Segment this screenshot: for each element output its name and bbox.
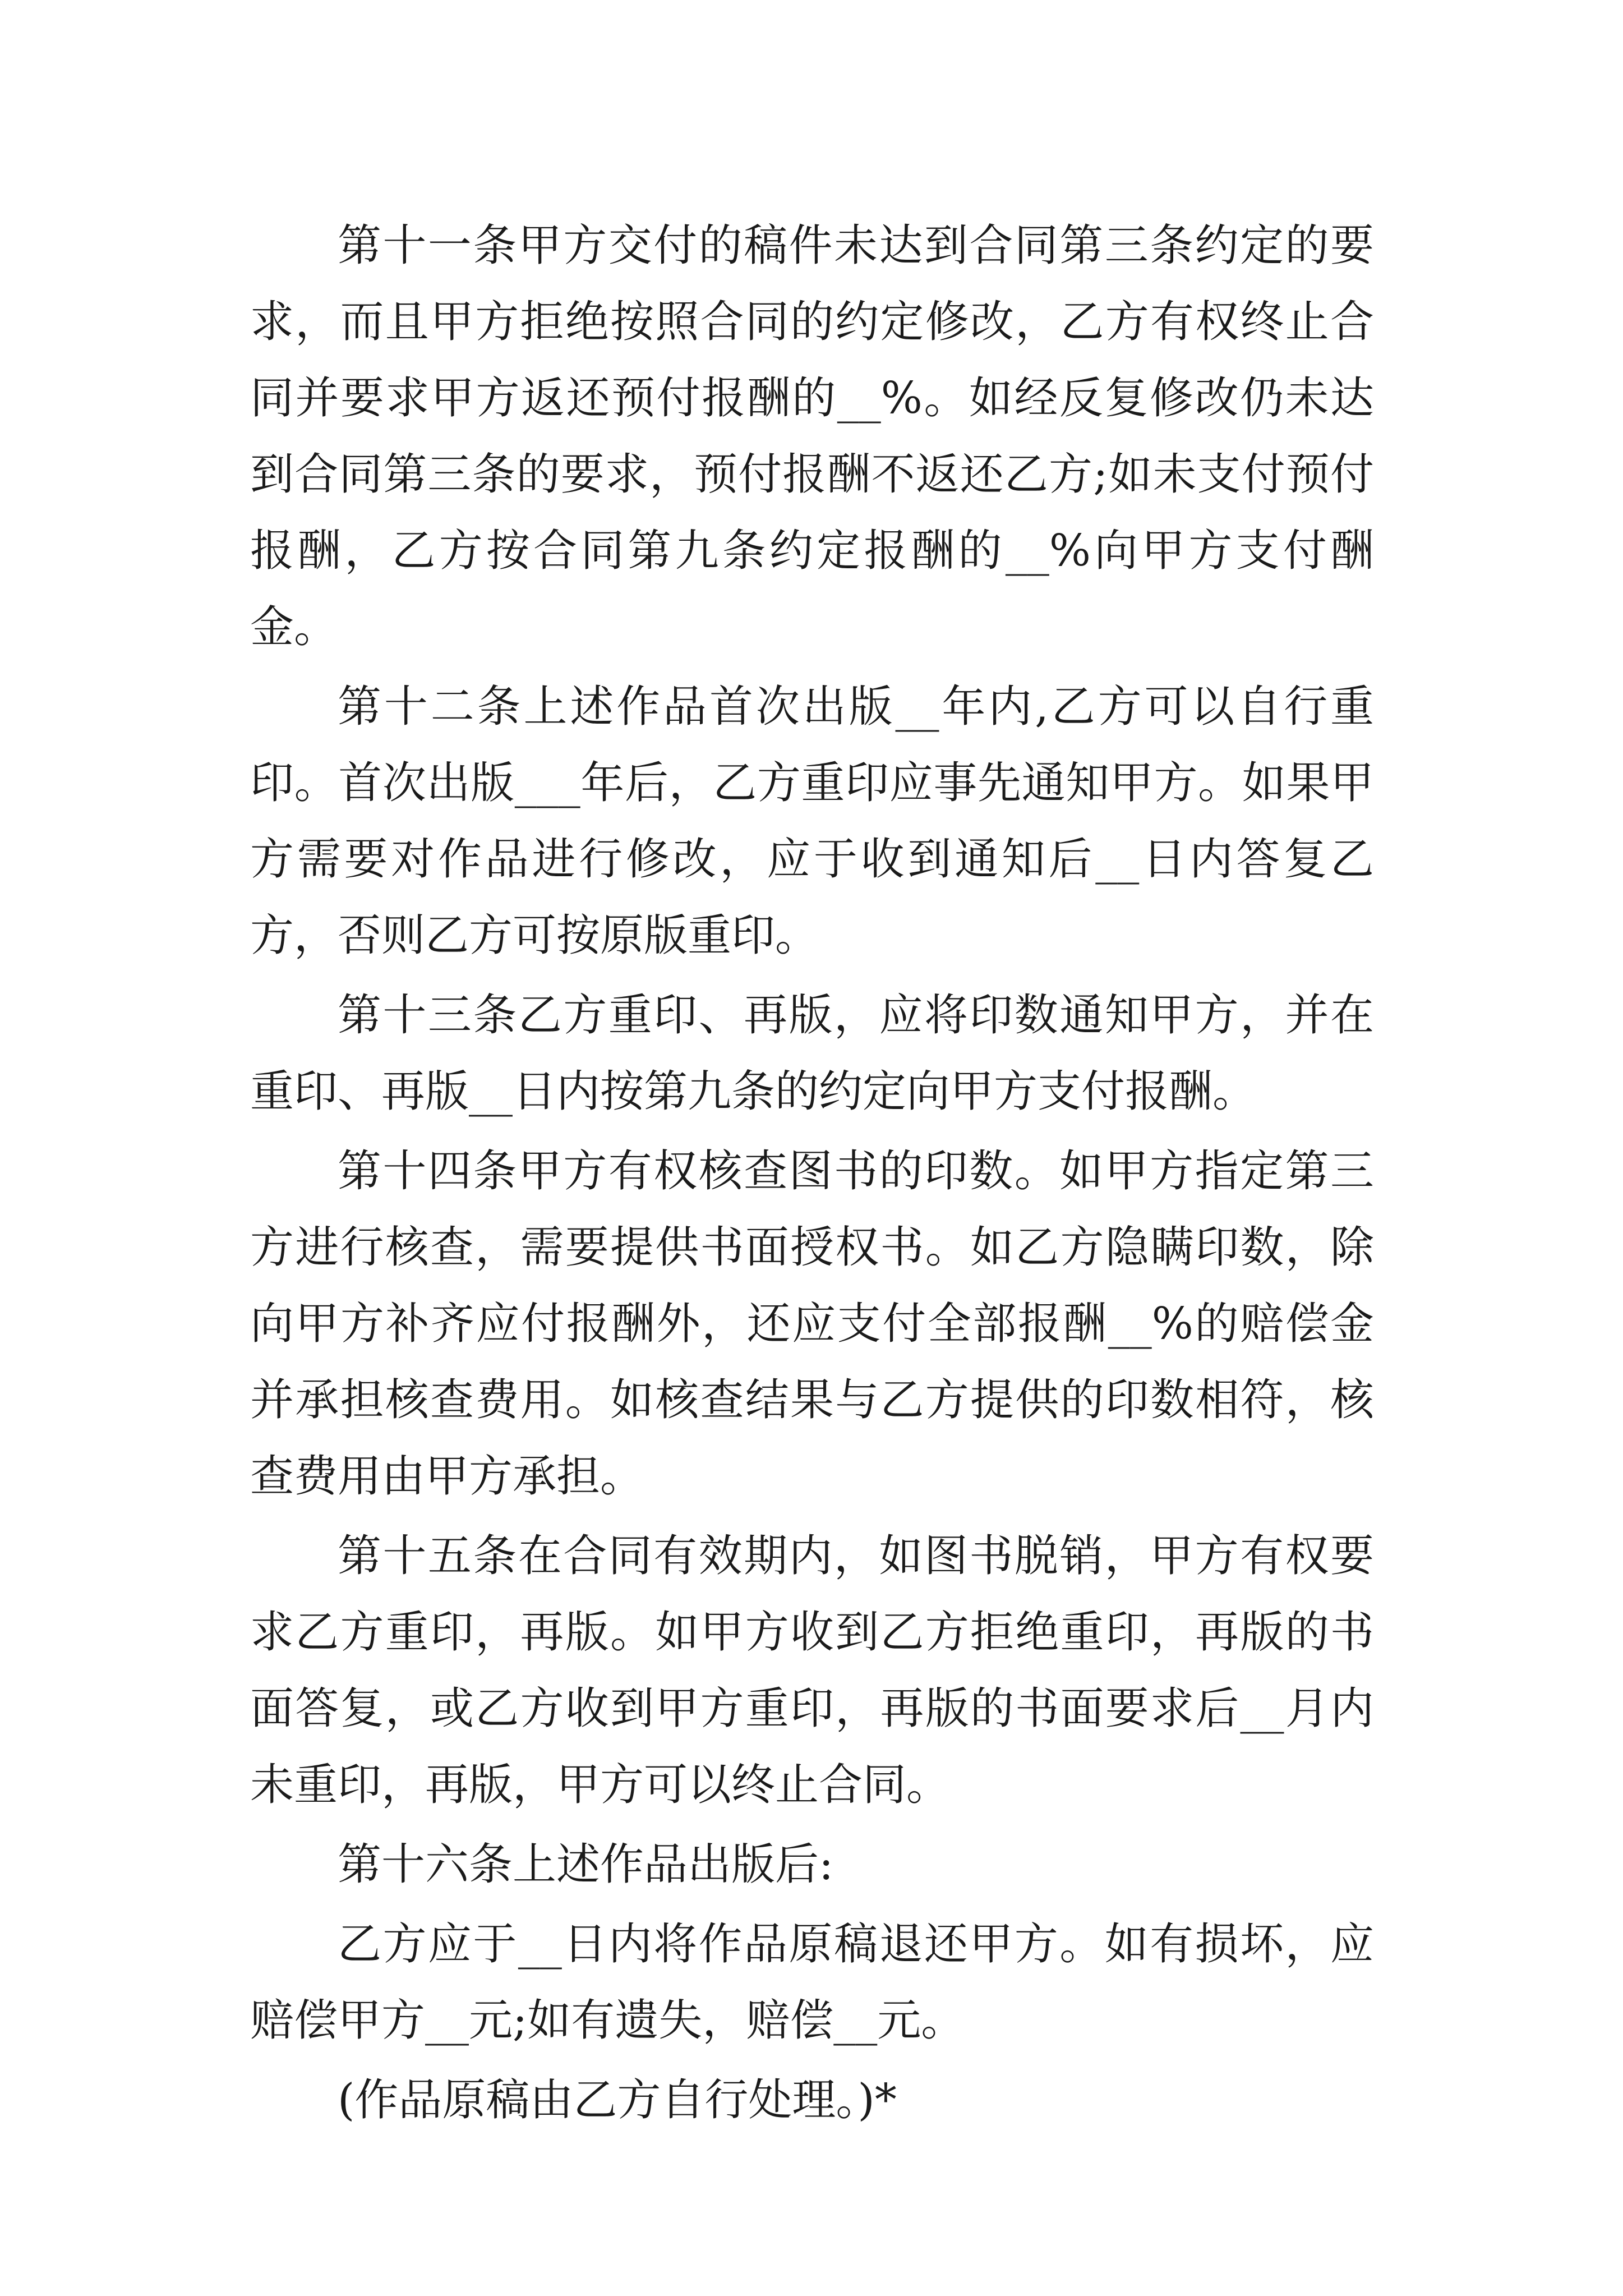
paragraph-article-16: 第十六条上述作品出版后: <box>338 1839 834 1890</box>
document-body <box>250 208 1374 2142</box>
paragraph-article-14: 第十四条甲方有权核查图书的印数。如甲方指定第三方进行核查，需要提供书面授权书。如乙方隐瞒印数，除向甲方补齐应付报酬外，还应支付全部报酬__%的赔偿金并承担核查费用。如核查结果与乙方提供的印数相符，核查费用由甲方承担。 <box>250 1146 1374 1502</box>
paragraph-article-13: 第十三条乙方重印、再版，应将印数通知甲方，并在重印、再版__日内按第九条的约定向甲方支付报酬。 <box>250 990 1374 1117</box>
paragraph-article-12: 第十二条上述作品首次出版__年内,乙方可以自行重印。首次出版___年后，乙方重印应事先通知甲方。如果甲方需要对作品进行修改，应于收到通知后__日内答复乙方，否则乙方可按原版重印。 <box>250 682 1374 961</box>
paragraph-article-11: 第十一条甲方交付的稿件未达到合同第三条约定的要求，而且甲方拒绝按照合同的约定修改，乙方有权终止合同并要求甲方返还预付报酬的__%。如经反复修改仍未达到合同第三条的要求，预付报酬不返还乙方;如未支付预付报酬，乙方按合同第九条约定报酬的__%向甲方支付酬金。 <box>250 220 1374 652</box>
paragraph-manuscript-note: (作品原稿由乙方自行处理。)* <box>338 2075 897 2125</box>
paragraph-article-15: 第十五条在合同有效期内，如图书脱销，甲方有权要求乙方重印，再版。如甲方收到乙方拒绝重印，再版的书面答复，或乙方收到甲方重印，再版的书面要求后__月内未重印，再版，甲方可以终止合同。 <box>250 1531 1374 1810</box>
paragraph-manuscript-return: 乙方应于__日内将作品原稿退还甲方。如有损坏，应赔偿甲方__元;如有遗失，赔偿__元。 <box>250 1919 1374 2046</box>
